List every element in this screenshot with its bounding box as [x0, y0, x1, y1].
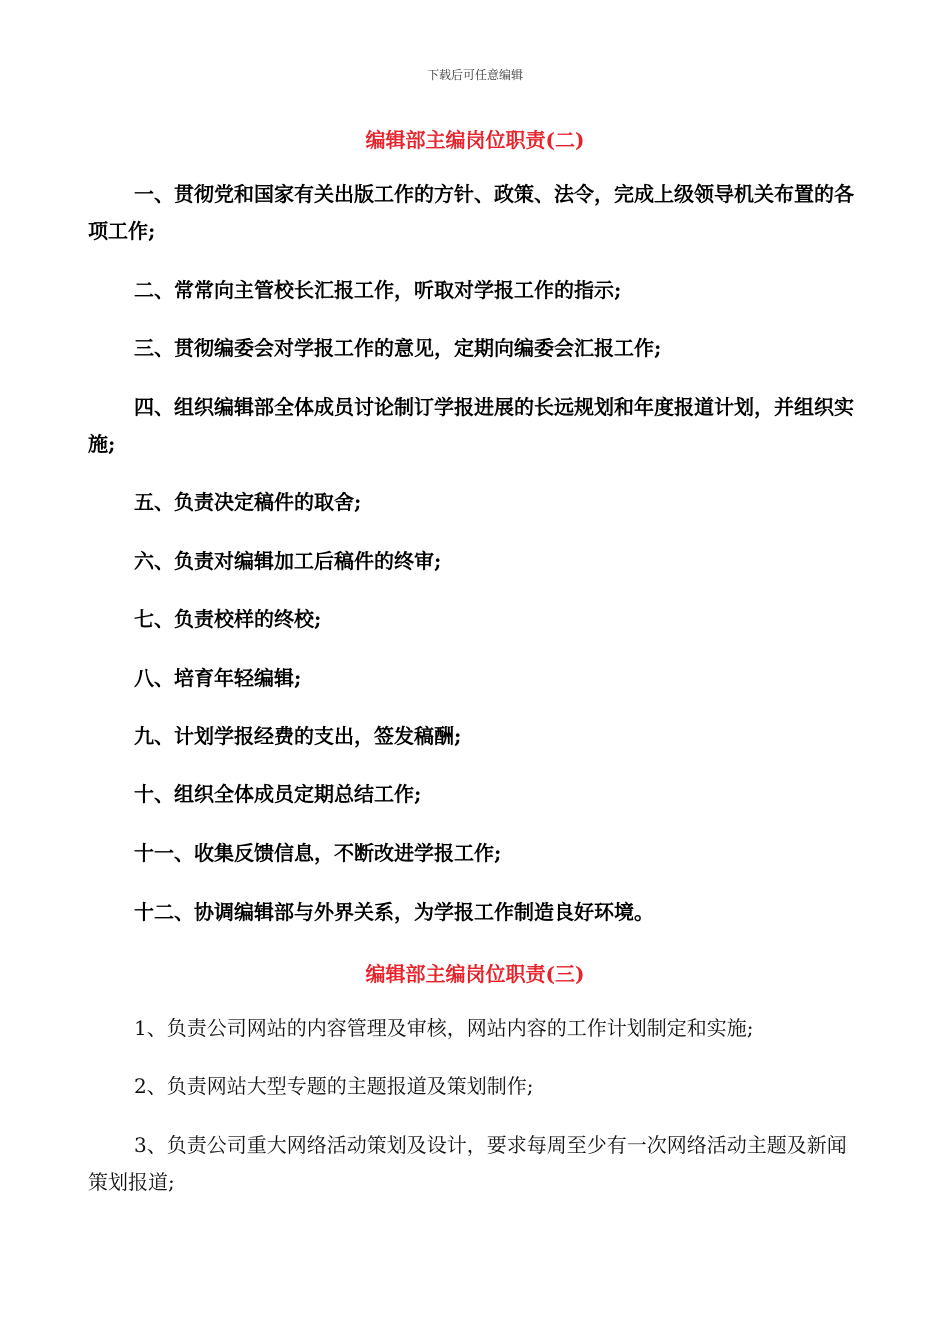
duty-item-8: 八、培育年轻编辑;	[134, 666, 302, 690]
duty-item-9: 九、计划学报经费的支出，签发稿酬;	[134, 724, 462, 748]
duty-item-11: 十一、收集反馈信息，不断改进学报工作;	[134, 841, 502, 865]
duty-item-4: 四、组织编辑部全体成员讨论制订学报进展的长远规划和年度报道计划，并组织实施;	[88, 395, 854, 456]
duty-item-3: 三、贯彻编委会对学报工作的意见，定期向编委会汇报工作;	[134, 336, 662, 360]
duty-item-5: 五、负责决定稿件的取舍;	[134, 490, 362, 514]
duty-item-3-2: 2、负责网站大型专题的主题报道及策划制作;	[134, 1074, 534, 1098]
duty-item-10: 十、组织全体成员定期总结工作;	[134, 782, 422, 806]
section-title-3: 编辑部主编岗位职责(三)	[365, 962, 585, 986]
duty-item-3-3: 3、负责公司重大网络活动策划及设计，要求每周至少有一次网络活动主题及新闻策划报道;	[88, 1133, 847, 1194]
duty-item-12: 十二、协调编辑部与外界关系，为学报工作制造良好环境。	[134, 900, 654, 924]
section-title-2: 编辑部主编岗位职责(二)	[365, 128, 585, 152]
duty-item-7: 七、负责校样的终校;	[134, 607, 322, 631]
duty-item-3-1: 1、负责公司网站的内容管理及审核，网站内容的工作计划制定和实施;	[134, 1016, 754, 1040]
duty-item-6: 六、负责对编辑加工后稿件的终审;	[134, 549, 442, 573]
duty-item-2: 二、常常向主管校长汇报工作，听取对学报工作的指示;	[134, 278, 622, 302]
duty-item-1: 一、贯彻党和国家有关出版工作的方针、政策、法令，完成上级领导机关布置的各项工作;	[88, 182, 854, 243]
header-note: 下载后可任意编辑	[426, 68, 523, 82]
